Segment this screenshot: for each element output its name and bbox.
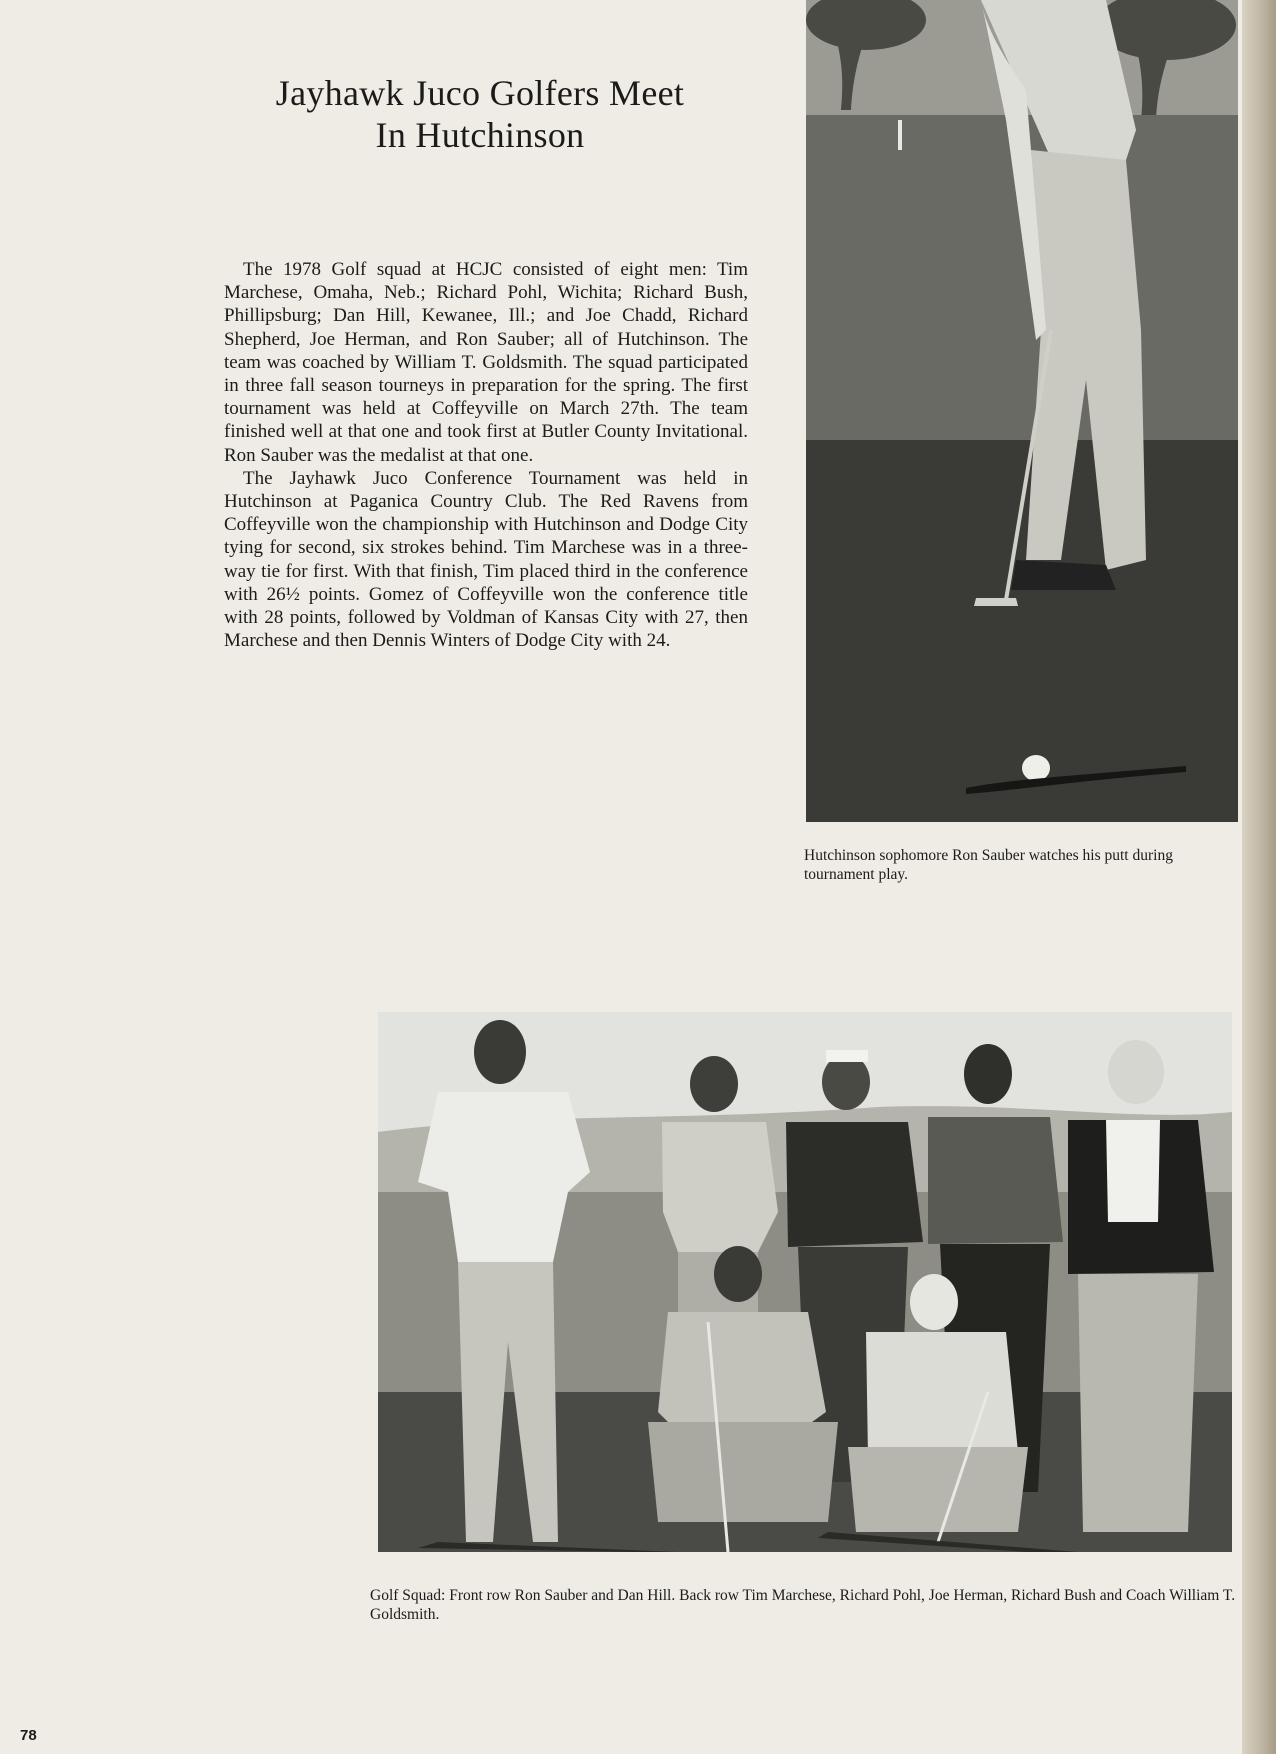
golf-squad-photo bbox=[378, 1012, 1232, 1552]
squad-photo-caption: Golf Squad: Front row Ron Sauber and Dan Hill. Back row Tim Marchese, Richard Pohl, Joe Herman, Richard Bush and Coach William T. Goldsmith. bbox=[370, 1587, 1236, 1623]
headline-line-1: Jayhawk Juco Golfers Meet bbox=[275, 73, 685, 113]
golf-squad-illustration bbox=[378, 1012, 1232, 1552]
article-headline bbox=[200, 72, 760, 156]
headline-line-2: In Hutchinson bbox=[375, 115, 585, 155]
article-paragraph-2: The Jayhawk Juco Conference Tournament was held in Hutchinson at Paganica Country Club. The Red Ravens from Coffeyville won the championship with Hutchinson and Dodge City tying for second, six strokes behind. Tim Marchese was in a three-way tie for first. With that finish, Tim placed third in the conference with 26½ points. Gomez of Coffeyville won the conference title with 28 points, followed by Voldman of Kansas City with 27, then Marchese and then Dennis Winters of Dodge City with 24. bbox=[224, 467, 748, 652]
article-paragraph-1: The 1978 Golf squad at HCJC consisted of eight men: Tim Marchese, Omaha, Neb.; Richard Pohl, Wichita; Richard Bush, Phillipsburg; Dan Hill, Kewanee, Ill.; and Joe Chadd, Richard Shepherd, Joe Herman, and Ron Sauber; all of Hutchinson. The team was coached by William T. Goldsmith. The squad participated in three fall season tourneys in preparation for the spring. The first tournament was held at Coffeyville on March 27th. The team finished well at that one and took first at Butler County Invitational. Ron Sauber was the medalist at that one. bbox=[224, 259, 748, 466]
page-number: 78 bbox=[20, 1727, 37, 1744]
putting-golfer-photo bbox=[806, 0, 1238, 822]
article-body bbox=[224, 258, 748, 652]
putting-golfer-illustration bbox=[806, 0, 1238, 822]
page-binding-edge bbox=[1242, 0, 1276, 1754]
putting-photo-caption: Hutchinson sophomore Ron Sauber watches his putt during tournament play. bbox=[804, 847, 1173, 883]
